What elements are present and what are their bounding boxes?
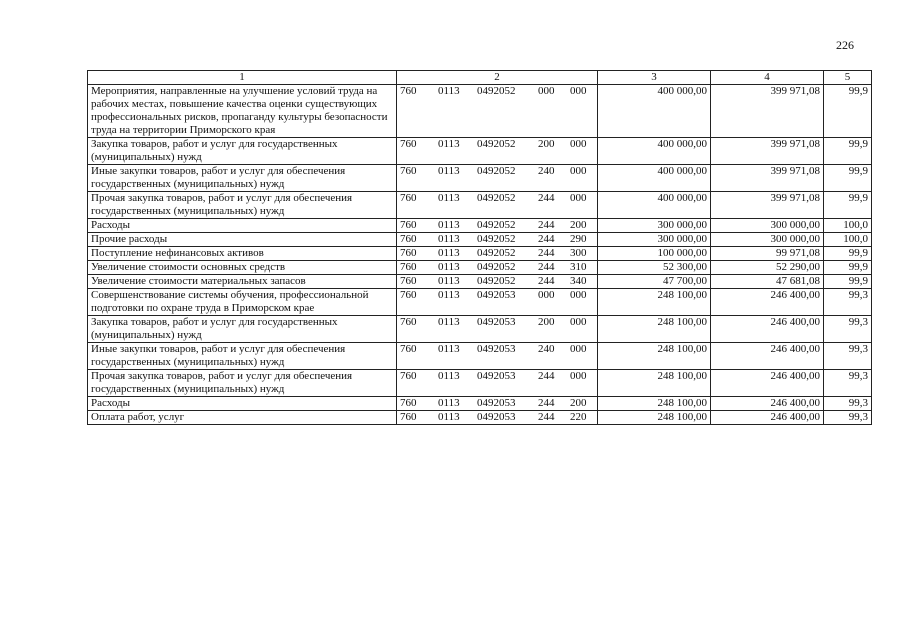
budget-code: 760 bbox=[400, 261, 417, 273]
row-percent: 99,9 bbox=[824, 138, 872, 165]
budget-code: 760 bbox=[400, 165, 417, 177]
budget-code: 244 bbox=[538, 275, 555, 287]
column-header: 2 bbox=[397, 71, 598, 85]
row-description: Увеличение стоимости основных средств bbox=[88, 261, 397, 275]
row-codes bbox=[397, 219, 598, 233]
table-row bbox=[88, 275, 872, 289]
budget-code: 760 bbox=[400, 343, 417, 355]
budget-code: 0492052 bbox=[477, 165, 516, 177]
budget-code: 0113 bbox=[438, 289, 460, 301]
budget-code: 0492053 bbox=[477, 411, 516, 423]
row-codes bbox=[397, 275, 598, 289]
row-actual-amount: 300 000,00 bbox=[711, 219, 824, 233]
budget-code: 000 bbox=[570, 316, 587, 328]
budget-code: 000 bbox=[570, 370, 587, 382]
table-row bbox=[88, 343, 872, 370]
budget-code: 0113 bbox=[438, 219, 460, 231]
row-description: Прочие расходы bbox=[88, 233, 397, 247]
row-percent: 99,9 bbox=[824, 85, 872, 138]
budget-code: 0113 bbox=[438, 343, 460, 355]
table-row bbox=[88, 261, 872, 275]
row-description: Оплата работ, услуг bbox=[88, 411, 397, 425]
budget-code: 200 bbox=[570, 219, 587, 231]
row-codes bbox=[397, 138, 598, 165]
budget-code: 0113 bbox=[438, 397, 460, 409]
row-description: Иные закупки товаров, работ и услуг для обеспечения государственных (муниципальных) нужд bbox=[88, 165, 397, 192]
budget-code: 0492052 bbox=[477, 233, 516, 245]
budget-code: 200 bbox=[538, 316, 555, 328]
row-plan-amount: 248 100,00 bbox=[598, 316, 711, 343]
budget-code: 760 bbox=[400, 397, 417, 409]
budget-code: 244 bbox=[538, 247, 555, 259]
row-plan-amount: 248 100,00 bbox=[598, 343, 711, 370]
row-codes bbox=[397, 289, 598, 316]
budget-code: 000 bbox=[570, 192, 587, 204]
row-percent: 99,9 bbox=[824, 275, 872, 289]
column-header: 1 bbox=[88, 71, 397, 85]
table-row bbox=[88, 247, 872, 261]
row-actual-amount: 246 400,00 bbox=[711, 370, 824, 397]
row-description: Мероприятия, направленные на улучшение условий труда на рабочих местах, повышение качества оценки существующих профессиональных рисков, пропаганду культуры безопасности труда на территории Приморского края bbox=[88, 85, 397, 138]
row-plan-amount: 248 100,00 bbox=[598, 397, 711, 411]
table-row bbox=[88, 219, 872, 233]
row-actual-amount: 399 971,08 bbox=[711, 138, 824, 165]
column-header: 3 bbox=[598, 71, 711, 85]
table-row bbox=[88, 370, 872, 397]
budget-code: 0492052 bbox=[477, 219, 516, 231]
row-description: Закупка товаров, работ и услуг для государственных (муниципальных) нужд bbox=[88, 316, 397, 343]
budget-code: 200 bbox=[538, 138, 555, 150]
budget-code: 0113 bbox=[438, 192, 460, 204]
budget-code: 0492053 bbox=[477, 316, 516, 328]
row-description: Прочая закупка товаров, работ и услуг для обеспечения государственных (муниципальных) нужд bbox=[88, 192, 397, 219]
budget-code: 000 bbox=[570, 165, 587, 177]
row-percent: 100,0 bbox=[824, 233, 872, 247]
row-description: Расходы bbox=[88, 397, 397, 411]
row-plan-amount: 400 000,00 bbox=[598, 85, 711, 138]
budget-code: 0492052 bbox=[477, 275, 516, 287]
budget-code: 760 bbox=[400, 289, 417, 301]
budget-code: 244 bbox=[538, 261, 555, 273]
budget-code: 290 bbox=[570, 233, 587, 245]
row-codes bbox=[397, 261, 598, 275]
row-codes bbox=[397, 165, 598, 192]
row-plan-amount: 52 300,00 bbox=[598, 261, 711, 275]
row-percent: 99,3 bbox=[824, 343, 872, 370]
budget-code: 0113 bbox=[438, 316, 460, 328]
row-percent: 99,3 bbox=[824, 411, 872, 425]
column-header: 5 bbox=[824, 71, 872, 85]
row-codes bbox=[397, 370, 598, 397]
table-row bbox=[88, 397, 872, 411]
row-description: Увеличение стоимости материальных запасов bbox=[88, 275, 397, 289]
budget-code: 0113 bbox=[438, 165, 460, 177]
table-header-row bbox=[88, 71, 872, 85]
row-percent: 99,3 bbox=[824, 397, 872, 411]
row-percent: 99,3 bbox=[824, 370, 872, 397]
row-percent: 99,9 bbox=[824, 165, 872, 192]
row-percent: 99,3 bbox=[824, 289, 872, 316]
budget-table bbox=[87, 70, 872, 425]
row-percent: 100,0 bbox=[824, 219, 872, 233]
table-row bbox=[88, 165, 872, 192]
row-actual-amount: 246 400,00 bbox=[711, 343, 824, 370]
budget-code: 0492053 bbox=[477, 343, 516, 355]
budget-code: 0113 bbox=[438, 247, 460, 259]
budget-code: 000 bbox=[538, 289, 555, 301]
budget-code: 760 bbox=[400, 233, 417, 245]
row-plan-amount: 300 000,00 bbox=[598, 219, 711, 233]
budget-code: 340 bbox=[570, 275, 587, 287]
row-actual-amount: 300 000,00 bbox=[711, 233, 824, 247]
row-codes bbox=[397, 247, 598, 261]
row-percent: 99,3 bbox=[824, 316, 872, 343]
row-codes bbox=[397, 411, 598, 425]
budget-code: 244 bbox=[538, 370, 555, 382]
row-description: Прочая закупка товаров, работ и услуг для обеспечения государственных (муниципальных) нужд bbox=[88, 370, 397, 397]
budget-code: 760 bbox=[400, 275, 417, 287]
budget-code: 200 bbox=[570, 397, 587, 409]
table-body bbox=[88, 71, 872, 425]
table-row bbox=[88, 316, 872, 343]
budget-code: 244 bbox=[538, 233, 555, 245]
row-plan-amount: 400 000,00 bbox=[598, 192, 711, 219]
budget-code: 000 bbox=[570, 343, 587, 355]
budget-code: 760 bbox=[400, 370, 417, 382]
budget-code: 760 bbox=[400, 192, 417, 204]
row-plan-amount: 300 000,00 bbox=[598, 233, 711, 247]
row-actual-amount: 246 400,00 bbox=[711, 397, 824, 411]
row-description: Закупка товаров, работ и услуг для государственных (муниципальных) нужд bbox=[88, 138, 397, 165]
column-header: 4 bbox=[711, 71, 824, 85]
row-description: Поступление нефинансовых активов bbox=[88, 247, 397, 261]
budget-code: 000 bbox=[570, 138, 587, 150]
budget-code: 760 bbox=[400, 411, 417, 423]
table-row bbox=[88, 233, 872, 247]
row-actual-amount: 99 971,08 bbox=[711, 247, 824, 261]
budget-code: 760 bbox=[400, 316, 417, 328]
budget-code: 0492053 bbox=[477, 370, 516, 382]
table-row bbox=[88, 289, 872, 316]
row-codes bbox=[397, 316, 598, 343]
row-actual-amount: 52 290,00 bbox=[711, 261, 824, 275]
row-percent: 99,9 bbox=[824, 192, 872, 219]
budget-code: 0492052 bbox=[477, 85, 516, 97]
row-percent: 99,9 bbox=[824, 261, 872, 275]
table-row bbox=[88, 411, 872, 425]
budget-code: 760 bbox=[400, 85, 417, 97]
row-description: Совершенствование системы обучения, профессиональной подготовки по охране труда в Приморском крае bbox=[88, 289, 397, 316]
budget-code: 0113 bbox=[438, 411, 460, 423]
budget-code: 244 bbox=[538, 397, 555, 409]
row-codes bbox=[397, 233, 598, 247]
row-plan-amount: 400 000,00 bbox=[598, 138, 711, 165]
budget-code: 0113 bbox=[438, 370, 460, 382]
row-description: Иные закупки товаров, работ и услуг для обеспечения государственных (муниципальных) нужд bbox=[88, 343, 397, 370]
budget-code: 240 bbox=[538, 343, 555, 355]
budget-code: 244 bbox=[538, 192, 555, 204]
row-plan-amount: 248 100,00 bbox=[598, 411, 711, 425]
row-codes bbox=[397, 192, 598, 219]
budget-code: 0113 bbox=[438, 261, 460, 273]
budget-code: 0492052 bbox=[477, 138, 516, 150]
row-plan-amount: 248 100,00 bbox=[598, 370, 711, 397]
budget-code: 240 bbox=[538, 165, 555, 177]
row-plan-amount: 400 000,00 bbox=[598, 165, 711, 192]
budget-code: 300 bbox=[570, 247, 587, 259]
budget-code: 0492052 bbox=[477, 247, 516, 259]
budget-code: 0113 bbox=[438, 275, 460, 287]
budget-code: 000 bbox=[570, 85, 587, 97]
table-row bbox=[88, 85, 872, 138]
row-codes bbox=[397, 85, 598, 138]
budget-code: 220 bbox=[570, 411, 587, 423]
budget-code: 0492053 bbox=[477, 289, 516, 301]
budget-code: 0492052 bbox=[477, 192, 516, 204]
row-actual-amount: 399 971,08 bbox=[711, 165, 824, 192]
row-actual-amount: 399 971,08 bbox=[711, 85, 824, 138]
row-actual-amount: 246 400,00 bbox=[711, 411, 824, 425]
budget-code: 760 bbox=[400, 219, 417, 231]
row-codes bbox=[397, 343, 598, 370]
budget-code: 0113 bbox=[438, 138, 460, 150]
budget-code: 000 bbox=[570, 289, 587, 301]
row-plan-amount: 100 000,00 bbox=[598, 247, 711, 261]
row-percent: 99,9 bbox=[824, 247, 872, 261]
budget-code: 0113 bbox=[438, 233, 460, 245]
budget-code: 760 bbox=[400, 247, 417, 259]
row-codes bbox=[397, 397, 598, 411]
budget-code: 000 bbox=[538, 85, 555, 97]
table-row bbox=[88, 138, 872, 165]
row-actual-amount: 246 400,00 bbox=[711, 289, 824, 316]
budget-code: 310 bbox=[570, 261, 587, 273]
budget-code: 0492052 bbox=[477, 261, 516, 273]
row-plan-amount: 47 700,00 bbox=[598, 275, 711, 289]
row-plan-amount: 248 100,00 bbox=[598, 289, 711, 316]
row-actual-amount: 399 971,08 bbox=[711, 192, 824, 219]
budget-code: 0492053 bbox=[477, 397, 516, 409]
budget-code: 244 bbox=[538, 411, 555, 423]
page-number: 226 bbox=[836, 38, 854, 52]
table-row bbox=[88, 192, 872, 219]
budget-code: 244 bbox=[538, 219, 555, 231]
budget-code: 0113 bbox=[438, 85, 460, 97]
row-description: Расходы bbox=[88, 219, 397, 233]
row-actual-amount: 47 681,08 bbox=[711, 275, 824, 289]
row-actual-amount: 246 400,00 bbox=[711, 316, 824, 343]
budget-code: 760 bbox=[400, 138, 417, 150]
